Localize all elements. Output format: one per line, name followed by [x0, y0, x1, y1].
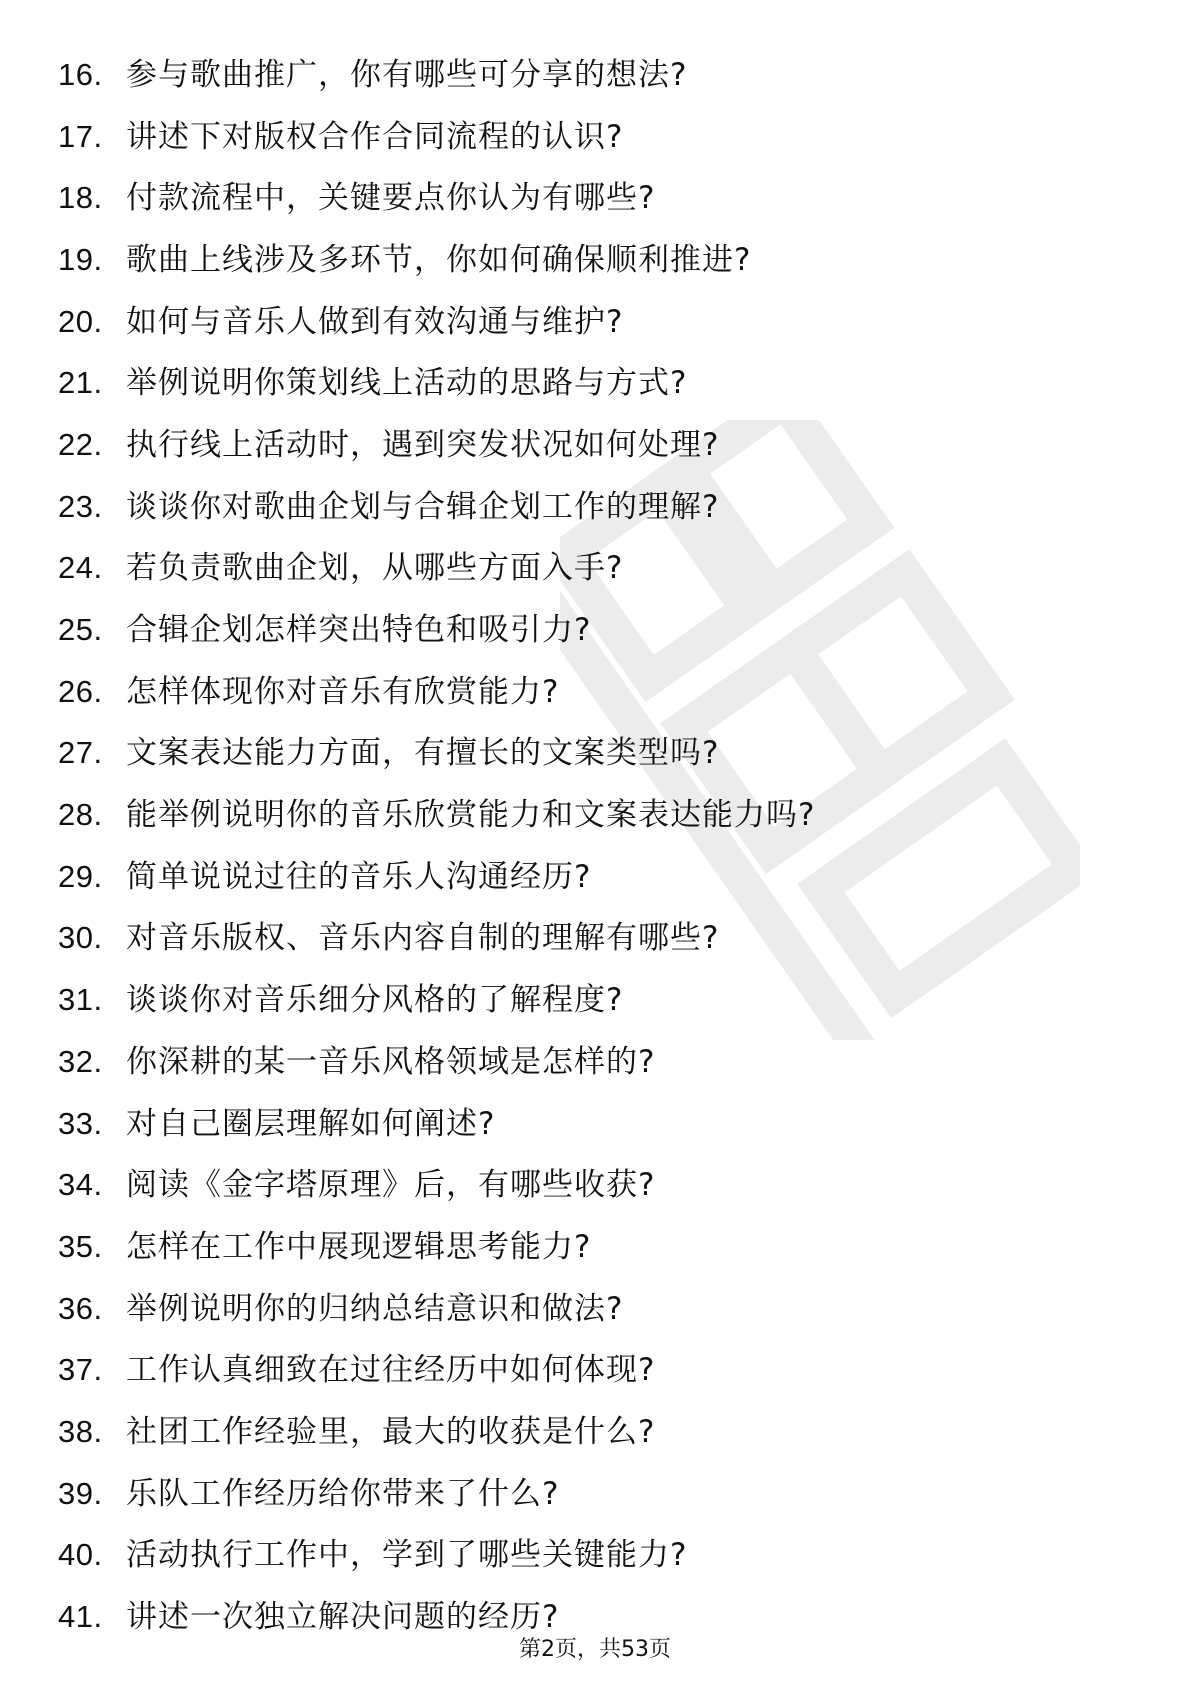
question-number: 18.	[58, 180, 103, 216]
question-list	[58, 44, 1128, 1648]
question-text: 文案表达能力方面，有擅长的文案类型吗?	[126, 735, 720, 772]
question-number: 19.	[58, 241, 103, 277]
question-item	[58, 1278, 1128, 1340]
question-item	[58, 969, 1128, 1031]
question-text: 谈谈你对音乐细分风格的了解程度?	[126, 982, 624, 1019]
question-item	[58, 414, 1128, 476]
question-item	[58, 723, 1128, 785]
question-item	[58, 661, 1128, 723]
question-item	[58, 1339, 1128, 1401]
question-text: 谈谈你对歌曲企划与合辑企划工作的理解?	[126, 488, 720, 525]
question-number: 37.	[58, 1352, 103, 1388]
question-item	[58, 106, 1128, 168]
question-item	[58, 44, 1128, 106]
question-text: 付款流程中，关键要点你认为有哪些?	[126, 180, 656, 217]
question-text: 阅读《金字塔原理》后，有哪些收获?	[126, 1167, 656, 1204]
question-item	[58, 1216, 1128, 1278]
question-number: 40.	[58, 1537, 103, 1573]
question-text: 合辑企划怎样突出特色和吸引力?	[126, 612, 592, 649]
question-number: 35.	[58, 1228, 103, 1264]
question-item	[58, 1093, 1128, 1155]
question-text: 社团工作经验里，最大的收获是什么?	[126, 1413, 656, 1450]
question-text: 怎样体现你对音乐有欣赏能力?	[126, 673, 560, 710]
question-text: 活动执行工作中，学到了哪些关键能力?	[126, 1537, 688, 1574]
question-text: 举例说明你策划线上活动的思路与方式?	[126, 365, 688, 402]
question-number: 24.	[58, 550, 103, 586]
question-text: 若负责歌曲企划，从哪些方面入手?	[126, 550, 624, 587]
question-text: 乐队工作经历给你带来了什么?	[126, 1475, 560, 1512]
question-item	[58, 291, 1128, 353]
question-text: 举例说明你的归纳总结意识和做法?	[126, 1290, 624, 1327]
question-item	[58, 1525, 1128, 1587]
question-text: 简单说说过往的音乐人沟通经历?	[126, 858, 592, 895]
question-number: 38.	[58, 1413, 103, 1449]
question-number: 31.	[58, 982, 103, 1018]
question-item	[58, 1463, 1128, 1525]
question-text: 你深耕的某一音乐风格领域是怎样的?	[126, 1043, 656, 1080]
question-text: 对自己圈层理解如何阐述?	[126, 1105, 496, 1142]
question-text: 如何与音乐人做到有效沟通与维护?	[126, 303, 624, 340]
question-text: 参与歌曲推广，你有哪些可分享的想法?	[126, 56, 688, 93]
question-item	[58, 538, 1128, 600]
question-number: 41.	[58, 1599, 103, 1635]
question-item	[58, 846, 1128, 908]
question-item	[58, 229, 1128, 291]
question-text: 讲述下对版权合作合同流程的认识?	[126, 118, 624, 155]
question-number: 23.	[58, 488, 103, 524]
question-item	[58, 1154, 1128, 1216]
question-item	[58, 167, 1128, 229]
question-item	[58, 352, 1128, 414]
question-item	[58, 599, 1128, 661]
question-number: 16.	[58, 56, 103, 92]
question-item	[58, 1031, 1128, 1093]
question-number: 30.	[58, 920, 103, 956]
question-number: 25.	[58, 612, 103, 648]
question-number: 17.	[58, 118, 103, 154]
question-item	[58, 908, 1128, 970]
question-item	[58, 476, 1128, 538]
question-number: 27.	[58, 735, 103, 771]
question-number: 26.	[58, 673, 103, 709]
page-number-footer: 第2页，共53页	[519, 1637, 671, 1662]
question-number: 33.	[58, 1105, 103, 1141]
question-text: 能举例说明你的音乐欣赏能力和文案表达能力吗?	[126, 797, 816, 834]
question-text: 怎样在工作中展现逻辑思考能力?	[126, 1228, 592, 1265]
question-item	[58, 784, 1128, 846]
question-number: 36.	[58, 1290, 103, 1326]
question-number: 29.	[58, 858, 103, 894]
question-number: 28.	[58, 797, 103, 833]
question-text: 执行线上活动时，遇到突发状况如何处理?	[126, 426, 720, 463]
question-number: 21.	[58, 365, 103, 401]
question-number: 39.	[58, 1475, 103, 1511]
question-item	[58, 1401, 1128, 1463]
question-number: 22.	[58, 426, 103, 462]
question-text: 歌曲上线涉及多环节，你如何确保顺利推进?	[126, 241, 752, 278]
question-text: 对音乐版权、音乐内容自制的理解有哪些?	[126, 920, 720, 957]
question-number: 32.	[58, 1043, 103, 1079]
question-number: 34.	[58, 1167, 103, 1203]
question-text: 工作认真细致在过往经历中如何体现?	[126, 1352, 656, 1389]
question-number: 20.	[58, 303, 103, 339]
question-text: 讲述一次独立解决问题的经历?	[126, 1599, 560, 1636]
